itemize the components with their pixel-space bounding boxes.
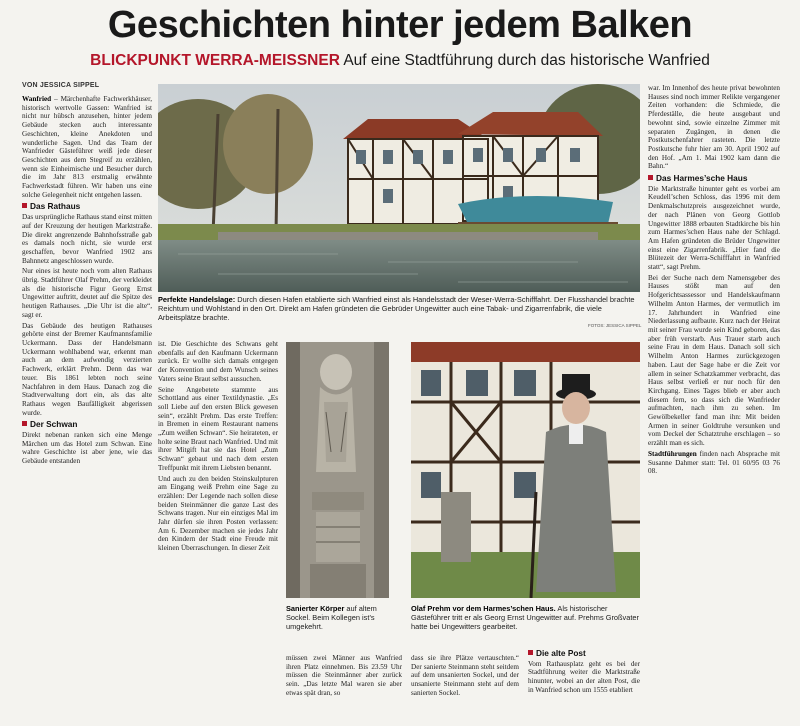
paragraph: Und auch zu den beiden Steinskulpturen am Eingang weiß Prehm eine Sage zu erzählen: Der Legende nach sollen diese beiden Steinmänner die ganze Last des Schwans tragen. Nur ein einziges Mal im Jahr dürfen sie ihren Posten verlassen: Am 6. Dezember machen sie jedes Jahr den Kindern der Stadt eine Freude mit kleinen Überraschungen. In dieser Zeit <box>158 474 278 553</box>
photo-credit: FOTOS: JESSICA SIPPEL <box>588 323 642 328</box>
caption-bold: Sanierter Körper <box>286 604 345 613</box>
statue-photo <box>286 342 389 598</box>
footer-note: finden nach Absprache mit Susanne Dahmer statt: Tel. 01 60/95 03 76 08. <box>648 449 780 476</box>
subhead-harmes: Das Harmes’sche Haus <box>648 174 780 183</box>
paragraph: Direkt nebenan ranken sich eine Menge Märchen um das Hotel zum Schwan. Eine wahre Geschichte ist aber jene, wie das Gebäude entstanden <box>22 431 152 466</box>
article-bottom-column-b <box>411 654 519 726</box>
caption-text: auf altem Sockel. Beim Kollegen ist’s umgekehrt. <box>286 604 377 631</box>
paragraph: Seine Angebetete stammte aus Schottland aus einer Textildynastie. „Es soll Liebe auf den ersten Blick gewesen sein“, erzählt Prehm. Das erste Treffen: in Bremen in einem Restaurant namens „Zum weißen Schwan“. Sie heirateten, er holte seine Braut nach Wanfried. Und mit ihrer Mitgift hat sie das Hotel „Zum Schwan“ gebaut und nach dem ersten Treffpunkt mit ihrem Liebsten benannt. <box>158 385 278 472</box>
statue-caption <box>286 604 402 631</box>
prehm-photo <box>411 342 640 598</box>
article-column-2 <box>158 340 278 726</box>
paragraph: Nur eines ist heute noch vom alten Rathaus übrig. Stadtführer Olaf Prehm, der verkleidet als die historische Figur Georg Ernst Ungewitter auftritt, deutet auf die Spitze des heutigen Rathauses. „Die Uhr ist die alte“, sagt er. <box>22 267 152 319</box>
article-column-1 <box>22 95 152 725</box>
paragraph: ist. Die Geschichte des Schwans geht ebenfalls auf den Kaufmann Uckermann zurück. Er wollte sich damals entgegen der Konvention und dem Wunsch seines Vaters seine Braut selbst aussuchen. <box>158 340 278 383</box>
article-bottom-column-a <box>286 654 402 726</box>
subheadline <box>0 52 800 70</box>
paragraph: war. Im Innenhof des heute privat bewohnten Hauses sind noch immer Relikte vergangener Zeiten vorhanden: die Schmiede, die Pferdeställe, die heute ausgebaut und bewohnt sind, sowie einzelne Zimmer mit separaten Zugängen, in denen die Postkutschenfahrer rasteten. Die letzte Postkutsche fuhr hier am 30. April 1902 auf den Hof. „Am 1. Mai 1902 kam dann die Bahn.“ <box>648 84 780 171</box>
subheadline-text: Auf eine Stadtführung durch das historische Wanfried <box>343 52 710 69</box>
article-column-4 <box>648 84 780 726</box>
byline: VON JESSICA SIPPEL <box>22 82 100 89</box>
caption-text: Durch diesen Hafen etablierte sich Wanfried einst als Handelsstadt der Weser-Werra-Schifffahrt. Der Flusshandel brachte Reichtum und Wohlstand in den Ort. Direkt am Hafen gründeten die Gebrüder Ungewitter auch eine Tabak- und Zigarrenfabrik, die viele Arbeitsplätze brachte. <box>158 295 635 322</box>
paragraph: Bei der Suche nach dem Namensgeber des Hauses stößt man auf den Hofgerichtsassessor und Handelskaufmann Wilhelm Anton Harmes, der vermutlich im 17. Jahrhundert in Wanfried eine Niederlassung aufbaute. Kurz nach der Heirat mit seiner Frau wurde sein Kind geboren, das aber früh verstarb. Aus Trauer starb auch seine Frau in dem Haus. Danach soll sich Wilhelm Anton Harmes zurückgezogen haben. Laut der Sage habe er die Zeit vor allem in seiner Schatzkammer verbracht, das Haus selbst verließ er nur noch für den Kirchgang. Eines Tages blieb er aber auch diesem fern, so dass sich die Wanfrieder aufmachten, nach ihm zu sehen. Im Gewölbekeller fand man ihn: Mit beiden Armen in seiner Goldtruhe versunken und vom Deckel der Schatztruhe erschlagen – so erzählt man es sich. <box>648 273 780 448</box>
paragraph: dass sie ihre Plätze vertauschten.“ Der sanierte Steinmann steht seitdem auf dem unsanierten Sockel, und der unsanierte Steinmann steht auf dem sanierten Sockel. <box>411 654 519 697</box>
footer-label: Stadtführungen <box>648 449 697 458</box>
harbor-photo <box>158 84 640 292</box>
paragraph: Das ursprüngliche Rathaus stand einst mitten auf der Kreuzung der heutigen Marktstraße. Die direkt angrenzende Bahnhofsstraße gab es damals noch nicht, sie wurde erst geschaffen, bevor Wanfried 1902 ans Bahnnetz angeschlossen wurde. <box>22 213 152 265</box>
paragraph: Vom Rathausplatz geht es bei der Stadtführung weiter die Marktstraße hinunter, wobei an der alten Post, die in Wanfried schon um 1555 etabliert <box>528 659 640 694</box>
paragraph: Das Gebäude des heutigen Rathauses gehörte einst der Bremer Kaufmannsfamilie Uckermann. Dass der Handelsmann Uckermann wohlhabend war, erkennt man auch an dem aufwendig verzierten Fachwerk, erklärt Prehm. Denn das war teuer. Bis 1861 lebten noch seine Nachfahren in dem Haus. Danach zog die Stadtverwaltung dort ein, als das alte Rathaus wegen Baufälligkeit abgerissen wurde. <box>22 321 152 417</box>
caption-bold: Olaf Prehm vor dem Harmes’schen Haus. <box>411 604 556 613</box>
prehm-caption <box>411 604 640 631</box>
harbor-photo-caption <box>158 295 640 322</box>
article-bottom-column-c <box>528 646 640 726</box>
kicker: BLICKPUNKT WERRA-MEISSNER <box>90 52 340 69</box>
subhead-rathaus: Das Rathaus <box>22 202 152 211</box>
subhead-post: Die alte Post <box>528 649 640 658</box>
headline: Geschichten hinter jedem Balken <box>107 4 693 46</box>
caption-text: Als historischer Gästeführer tritt er als Georg Ernst Ungewitter auf. Prehms Großvater hatte bei Ungewitters gearbeitet. <box>411 604 639 631</box>
lead-paragraph: – Märchenhafte Fachwerkhäuser, historisch wertvolle Gassen: Wanfried ist nicht nur hübsch anzusehen, hinter jedem Gebäude stecken auch interessante Geschichten, kleine Anekdoten und wunderliche Sagen. Und das Team der Wanfrieder Gästeführer weiß jede dieser Geschichten aus dem Stegreif zu erzählen, wenn sie Einheimische und Besucher durch die im Jahr 813 erstmalig erwähnte Fachwerkstadt führen. Wir haben uns eine solche Gelegenheit nicht entgehen lassen. <box>22 95 152 199</box>
paragraph: Die Marktstraße hinunter geht es vorbei am Keudell’schen Schloss, das 1996 mit dem Denkmalschutzpreis ausgezeichnet wurde, der nach Plänen von Georg Gottlob Ungewitter 1888 erbauten Stadtkirche bis hin zum Harmes’schen Haus nahe der Schlagd. Am Hafen gründeten die Brüder Ungewitter einst eine Zigarrenfabrik. „Hier fand die Blütezeit der Werra-Schifffahrt in Wanfried statt“, sagt Prehm. <box>648 184 780 272</box>
subhead-schwan: Der Schwan <box>22 420 152 429</box>
caption-bold: Perfekte Handelslage: <box>158 295 236 304</box>
lead-place: Wanfried <box>22 95 52 103</box>
paragraph: müssen zwei Männer aus Wanfried ihren Platz einnehmen. Bis 23.59 Uhr müssen die Steinmänner aber zurück sein. „Das letzte Mal waren sie aber etwas spät dran, so <box>286 654 402 697</box>
